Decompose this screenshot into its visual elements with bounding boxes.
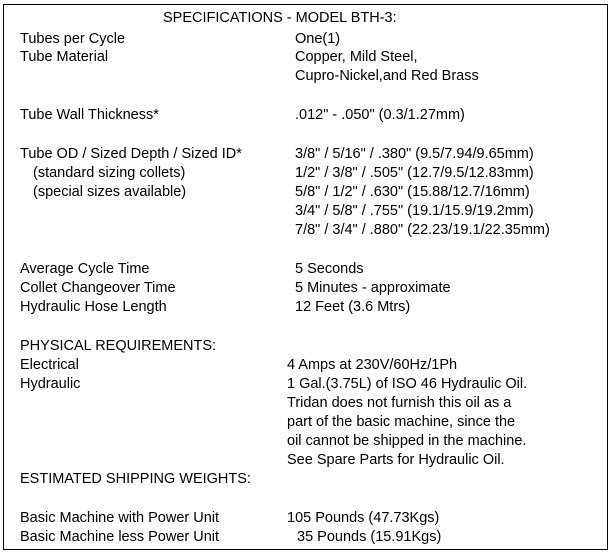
wall-thickness-label: Tube Wall Thickness*: [20, 107, 159, 123]
tubes-per-cycle-label: Tubes per Cycle: [20, 31, 126, 47]
changeover-label: Collet Changeover Time: [20, 280, 176, 296]
electrical-label: Electrical: [20, 357, 79, 373]
tube-od-label: Tube OD / Sized Depth / Sized ID*: [20, 146, 242, 162]
cycle-time-label: Average Cycle Time: [20, 261, 150, 277]
hydraulic-value-line-2: Tridan does not furnish this oil as a: [287, 395, 512, 411]
hydraulic-value-line-5: See Spare Parts for Hydraulic Oil.: [287, 452, 505, 468]
tube-material-label: Tube Material: [20, 49, 109, 65]
tube-od-row-4: 3/4" / 5/8" / .755" (19.1/15.9/19.2mm): [295, 203, 534, 219]
tube-od-row-5: 7/8" / 3/4" / .880" (22.23/19.1/22.35mm): [295, 222, 550, 238]
hose-length-label: Hydraulic Hose Length: [20, 299, 167, 315]
tubes-per-cycle-value: One(1): [295, 31, 341, 47]
hydraulic-value-line-3: part of the basic machine, since the: [287, 414, 516, 430]
hydraulic-value-line-4: oil cannot be shipped in the machine.: [287, 433, 527, 449]
tube-material-value-line-2: Cupro-Nickel,and Red Brass: [295, 68, 479, 84]
less-power-label: Basic Machine less Power Unit: [20, 529, 220, 545]
with-power-label: Basic Machine with Power Unit: [20, 510, 220, 526]
tube-material-value-line-1: Copper, Mild Steel,: [295, 49, 418, 65]
electrical-value: 4 Amps at 230V/60Hz/1Ph: [287, 357, 458, 373]
hydraulic-label: Hydraulic: [20, 376, 81, 392]
spec-title: SPECIFICATIONS - MODEL BTH-3:: [163, 10, 397, 26]
hose-length-value: 12 Feet (3.6 Mtrs): [295, 299, 411, 315]
tube-od-label-standard: (standard sizing collets): [33, 165, 186, 181]
physical-heading: PHYSICAL REQUIREMENTS:: [20, 338, 217, 354]
tube-od-row-1: 3/8" / 5/16" / .380" (9.5/7.94/9.65mm): [295, 146, 534, 162]
less-power-value: 35 Pounds (15.91Kgs): [297, 529, 442, 545]
hydraulic-value-line-1: 1 Gal.(3.75L) of ISO 46 Hydraulic Oil.: [287, 376, 528, 392]
wall-thickness-value: .012" - .050" (0.3/1.27mm): [295, 107, 465, 123]
shipping-heading: ESTIMATED SHIPPING WEIGHTS:: [20, 471, 251, 487]
cycle-time-value: 5 Seconds: [295, 261, 364, 277]
with-power-value: 105 Pounds (47.73Kgs): [287, 510, 440, 526]
changeover-value: 5 Minutes - approximate: [295, 280, 451, 296]
tube-od-row-3: 5/8" / 1/2" / .630" (15.88/12.7/16mm): [295, 184, 530, 200]
tube-od-row-2: 1/2" / 3/8" / .505" (12.7/9.5/12.83mm): [295, 165, 534, 181]
tube-od-label-special: (special sizes available): [33, 184, 187, 200]
